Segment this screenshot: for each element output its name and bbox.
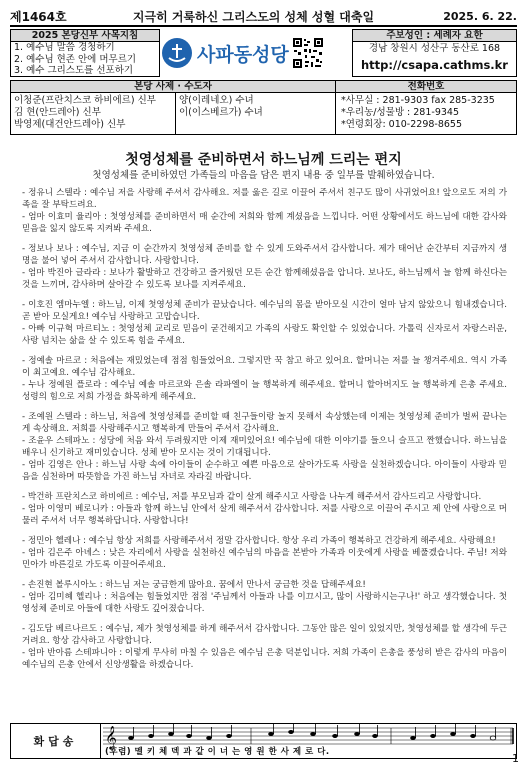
letter-group: [22, 623, 507, 671]
page-number: 1: [512, 752, 519, 765]
parish-address: 경남 창원시 성산구 동산로 168: [368, 43, 501, 54]
parish-logo: [162, 29, 350, 77]
letter-entry: - 누나 정예원 플로라 : 예수님 예솔 마르코와 은솔 라파엘이 늘 행복하게 해주세요. 할머니 할아버지도 늘 행복하게 은총 주세요. 성령의 힘으로 저희 가정을 화목하게 해주세요.: [22, 380, 507, 402]
letter-group: [22, 355, 507, 403]
sisters-column: [176, 93, 336, 134]
letter-group: [22, 535, 507, 571]
letter-title: 첫영성체를 준비하면서 하느님께 드리는 편지: [125, 152, 402, 168]
motto-item: 1. 예수님 말씀 경청하기: [14, 42, 115, 53]
letter-entry: - 조윤우 스테파노 : 성당에 처음 와서 두려웠지만 이제 재미있어요! 예수님에 대한 이야기를 들으니 슬프고 짠했습니다. 하느님을 배우니 신기하고 재미있습니다. 성체 받아 모시는 것이 기대됩니다.: [22, 436, 507, 458]
letter-entry: - 김도담 베르나르도 : 예수님, 제가 첫영성체를 하게 해주셔서 감사합니다. 그동안 많은 일이 있었지만, 첫영성체를 할 생각에 두근거려요. 항상 감사하고 사랑합니다.: [22, 624, 507, 646]
letter-entry: - 손진현 볼루시아노 : 하느님 저는 궁금한게 많아요. 꿈에서 만나서 궁금한 것을 답해주세요!: [22, 580, 366, 590]
priest-name: 이청준(프란치스코 하비에르) 신부: [14, 95, 156, 106]
priest-name: 박영제(대건안드레아) 신부: [14, 119, 126, 130]
church-emblem-icon: [162, 38, 192, 68]
parish-name: 사파동성당: [197, 43, 289, 66]
letter-subtitle: 첫영성체를 준비하였던 가족들의 마음을 담은 편지 내용 중 일부를 발췌하였습니다.: [92, 170, 435, 181]
letter-group: [22, 243, 507, 291]
patron-box: [352, 29, 517, 77]
pastoral-mottos: [10, 29, 160, 77]
clergy-header: 본당 사제 · 수도자: [11, 81, 336, 92]
letter-entry: - 엄마 김영은 안나 : 하느님 사랑 속에 아이들이 순수하고 예쁜 마음으로 살아가도록 사랑을 실천하겠습니다. 아이들이 사랑과 믿음을 심천하며 따뜻함을 가진 하느님 자녀로 자라길 바랍니다.: [22, 460, 507, 482]
letter-entry: - 엄마 김은주 아녜스 : 낮은 자리에서 사랑을 실천하신 예수님의 마음을 본받아 가족과 이웃에게 사랑을 베풀겠습니다. 주님! 저와 민아가 바른길로 가도록 이끌어주세요.: [22, 548, 507, 570]
letter-group: [22, 579, 507, 615]
letter-entry: - 박건하 프란치스코 하비에르 : 예수님, 저를 부모님과 같이 살게 해주시고 사랑을 나누게 해주셔서 감사드리고 사랑합니다.: [22, 492, 482, 502]
patron-saint: 주보성인 : 세례자 요한: [353, 30, 516, 42]
phone-header: 전화번호: [407, 81, 445, 92]
letter-entry: - 엄마 반아름 스테파니아 : 이렇게 무사히 마칠 수 있음은 예수님 은총 덕분입니다. 저희 가족이 은총을 풍성히 받은 감사의 마음이 예수님의 은총 안에서 신앙생활을 하겠습니다.: [22, 648, 507, 670]
letter-entry: - 엄마 김미혜 헬리나 : 처음에는 힘들었지만 점점 '주님께서 아들과 나를 이끄시고, 많이 사랑하시는구나!' 하고 생각했습니다. 첫영성체 준비로 아들에 대한 사랑도 깊어졌습니다.: [22, 592, 507, 614]
clergy-table: [10, 80, 517, 135]
priest-name: 김 현(안드레아) 신부: [14, 107, 101, 118]
letter-entry: - 아빠 이규혁 마르티노 : 첫영성체 교리로 믿음이 굳건해지고 가족의 사랑도 확인할 수 있었습니다. 가톨릭 신자로서 자랑스러운, 사랑 넘치는 삶을 살 수 있도록 힘을 주세요.: [22, 324, 507, 346]
motto-item: 2. 예수님 현존 안에 머무르기: [14, 53, 137, 65]
letter-entries: [22, 187, 507, 679]
issue-number: 제1464호: [10, 9, 67, 24]
phone-entry: *연령회장: 010-2298-8655: [341, 119, 463, 130]
letter-group: [22, 491, 507, 527]
top-bar: [10, 7, 517, 27]
priests-column: [11, 93, 176, 134]
svg-text:𝄞: 𝄞: [105, 725, 117, 749]
letter-group: [22, 411, 507, 483]
letter-group: [22, 187, 507, 235]
letter-entry: - 조예원 스텔라 : 하느님, 처음에 첫영성체를 준비할 때 친구들이랑 놀지 못해서 속상했는데 이제는 첫영성체 준비가 벌써 끝나는게 속상해요. 저희를 사랑해주시고 행복하게 만들어 주셔서 감사해요.: [22, 412, 507, 434]
letter-entry: - 엄마 이효미 율리아 : 첫영성체를 준비하면서 매 순간에 저희와 함께 계셨음을 느낍니다. 어떤 상황에서도 하느님에 대한 감사와 믿음을 잃지 않도록 지켜봐 주세요.: [22, 212, 507, 234]
phones-column: [336, 93, 516, 134]
qr-code-icon[interactable]: [292, 37, 324, 69]
letter-entry: - 정보나 보나 : 예수님, 지금 이 순간까지 첫영성체 준비를 할 수 있게 도와주셔서 감사합니다. 제가 태어난 순간부터 지금까지 생명을 불어 넣어 주셔서 감사합니다. 사랑합니다.: [22, 244, 507, 266]
sister-name: 이(이스베르가) 수녀: [179, 107, 263, 118]
letter-entry: - 엄마 이영미 베로니카 : 아들과 함께 하느님 안에서 살게 해주셔서 감사합니다. 저를 사랑으로 이끌어 주시고 제 안에 사랑으로 머물러 주셔서 너무 행복하답니다. 사랑합니다!: [22, 504, 507, 526]
feast-title: 지극히 거룩하신 그리스도의 성체 성혈 대축일: [132, 9, 375, 24]
issue-date: 2025. 6. 22.: [443, 9, 517, 23]
responsorial-psalm: [10, 723, 517, 759]
letter-entry: - 엄마 박진아 글라라 : 보나가 활발하고 건강하고 즐거웠던 모든 순간 함께해셨음을 압니다. 보나도, 하느님께서 늘 함께 하신다는 것을 느끼며, 감사하며 살아갈 수 있도록 보나를 지켜주세요.: [22, 268, 507, 290]
music-staff: [101, 724, 516, 758]
motto-item: 3. 예수 그리스도를 선포하기: [14, 65, 134, 76]
sister-name: 양(이레네오) 수녀: [179, 95, 254, 106]
phone-entry: *우리농/성물방 : 281-9345: [341, 107, 459, 118]
mottos-title: 2025 본당신부 사목지침: [11, 30, 159, 42]
parish-website-link[interactable]: http://csapa.cathms.kr: [361, 58, 508, 72]
letter-entry: - 이호진 엠마누엘 : 하느님, 이제 첫영성체 준비가 끝났습니다. 예수님의 몸을 받아모실 시간이 얼마 남지 않았으니 힘내겠습니다. 곧 받아 모실게요! 예수님 사랑하고 고맙습니다.: [22, 300, 507, 322]
psalm-label: 화답송: [11, 724, 101, 758]
letter-entry: - 정유니 스텔라 : 예수님 저을 사랑해 주셔서 감사해요. 저를 옳은 길로 이끌어 주셔서 친구도 많이 사귀었어요! 앞으로도 저의 가족을 잘 부탁드려요.: [22, 188, 507, 210]
psalm-lyric: (후렴) 멜 키 체 덱 과 같 이 너 는 영 원 한 사 제 로 다.: [105, 747, 330, 757]
letter-entry: - 정민아 헬레나 : 예수님 항상 저희를 사랑해주셔서 정말 감사합니다. 항상 우리 가족이 행복하고 건강하게 해주세요. 사랑해요!: [22, 536, 496, 546]
letter-group: [22, 299, 507, 347]
letter-entry: - 정예솔 마르코 : 처음에는 재밌었는데 점점 힘들었어요. 그렇지만 꾹 참고 하고 있어요. 할머니는 저를 늘 챙겨주세요. 역시 가족이 최고예요. 예수님 감사해요.: [22, 356, 507, 378]
phone-entry: *사무실 : 281-9303 fax 285-3235: [341, 95, 495, 106]
